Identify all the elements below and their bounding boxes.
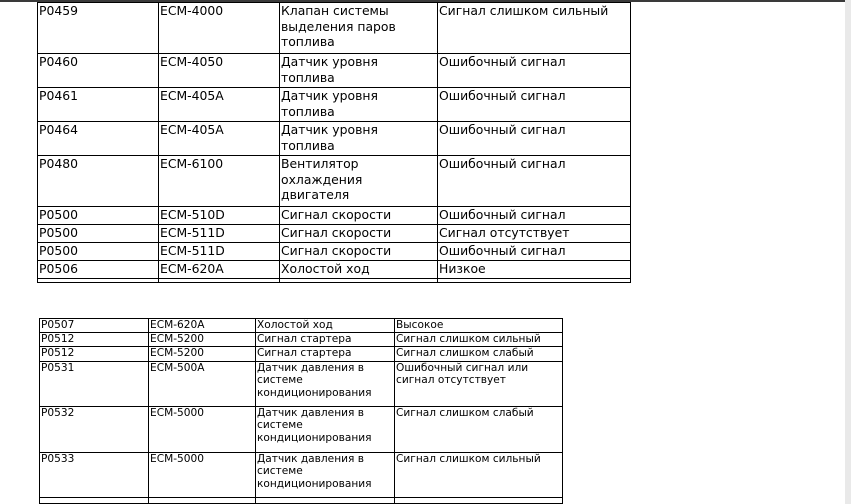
- table-row-cut: [40, 497, 563, 503]
- cell-ecm: ECM-511D: [159, 243, 280, 261]
- cell-ecm: ECM-405A: [159, 88, 280, 122]
- cell-empty: [159, 279, 280, 283]
- cell-ecm: ECM-4050: [159, 54, 280, 88]
- table-row: [40, 361, 563, 406]
- cell-code: P0512: [40, 346, 149, 361]
- cell-code: P0464: [38, 122, 159, 156]
- cell-fault: Ошибочный сигнал: [438, 243, 631, 261]
- cell-fault: Ошибочный сигнал: [438, 88, 631, 122]
- cell-component: Датчик давления в системе кондиционирования: [256, 406, 395, 452]
- cell-empty: [395, 497, 563, 503]
- cell-ecm: ECM-511D: [159, 225, 280, 243]
- cell-empty: [256, 497, 395, 503]
- table-row: [40, 319, 563, 333]
- cell-component: Вентилятор охлаждения двигателя: [280, 156, 438, 207]
- cell-fault: Ошибочный сигнал или сигнал отсутствует: [395, 361, 563, 406]
- cell-code: P0512: [40, 332, 149, 346]
- cell-fault: Сигнал слишком сильный: [395, 332, 563, 346]
- table-row: [38, 207, 631, 225]
- cell-component: Сигнал скорости: [280, 225, 438, 243]
- cell-component: Сигнал скорости: [280, 207, 438, 225]
- cell-code: P0460: [38, 54, 159, 88]
- cell-component: Датчик давления в системе кондиционирования: [256, 452, 395, 497]
- table-body: [40, 319, 563, 504]
- cell-fault: Высокое: [395, 319, 563, 333]
- table-row: [40, 452, 563, 497]
- cell-fault: Ошибочный сигнал: [438, 122, 631, 156]
- cell-ecm: ECM-500A: [149, 361, 256, 406]
- fault-code-table-bottom: [39, 318, 563, 504]
- table-row: [38, 243, 631, 261]
- cell-ecm: ECM-5000: [149, 452, 256, 497]
- cell-fault: Ошибочный сигнал: [438, 54, 631, 88]
- cell-fault: Сигнал слишком слабый: [395, 346, 563, 361]
- cell-code: P0506: [38, 261, 159, 279]
- cell-fault: Сигнал слишком сильный: [395, 452, 563, 497]
- cell-code: P0500: [38, 243, 159, 261]
- cell-code: P0461: [38, 88, 159, 122]
- cell-component: Холостой ход: [256, 319, 395, 333]
- cell-empty: [438, 279, 631, 283]
- table-row: [38, 54, 631, 88]
- cell-code: P0459: [38, 3, 159, 54]
- cell-component: Датчик давления в системе кондиционирования: [256, 361, 395, 406]
- table-row: [38, 156, 631, 207]
- table-row: [38, 261, 631, 279]
- cell-fault: Сигнал слишком сильный: [438, 3, 631, 54]
- cell-code: P0500: [38, 207, 159, 225]
- cell-code: P0532: [40, 406, 149, 452]
- cell-component: Сигнал стартера: [256, 332, 395, 346]
- cell-ecm: ECM-5200: [149, 346, 256, 361]
- cell-code: P0531: [40, 361, 149, 406]
- cell-fault: Ошибочный сигнал: [438, 207, 631, 225]
- table-row: [38, 3, 631, 54]
- table-row: [40, 406, 563, 452]
- cell-empty: [280, 279, 438, 283]
- cell-fault: Сигнал слишком слабый: [395, 406, 563, 452]
- cell-component: Сигнал стартера: [256, 346, 395, 361]
- cell-fault: Сигнал отсутствует: [438, 225, 631, 243]
- cell-fault: Ошибочный сигнал: [438, 156, 631, 207]
- cell-empty: [149, 497, 256, 503]
- cell-component: Датчик уровня топлива: [280, 122, 438, 156]
- fault-code-table-top: [37, 2, 631, 283]
- cell-ecm: ECM-5000: [149, 406, 256, 452]
- cell-ecm: ECM-6100: [159, 156, 280, 207]
- cell-code: P0533: [40, 452, 149, 497]
- table-row: [38, 88, 631, 122]
- table-row: [38, 122, 631, 156]
- table-row-cut: [38, 279, 631, 283]
- cell-code: P0480: [38, 156, 159, 207]
- cell-component: Сигнал скорости: [280, 243, 438, 261]
- cell-fault: Низкое: [438, 261, 631, 279]
- cell-component: Датчик уровня топлива: [280, 54, 438, 88]
- cell-code: P0507: [40, 319, 149, 333]
- cell-component: Клапан системы выделения паров топлива: [280, 3, 438, 54]
- cell-ecm: ECM-4000: [159, 3, 280, 54]
- cell-ecm: ECM-405A: [159, 122, 280, 156]
- cell-empty: [40, 497, 149, 503]
- cell-component: Холостой ход: [280, 261, 438, 279]
- cell-component: Датчик уровня топлива: [280, 88, 438, 122]
- cell-empty: [38, 279, 159, 283]
- table-row: [40, 346, 563, 361]
- cell-code: P0500: [38, 225, 159, 243]
- viewer-scrollbar-track[interactable]: [845, 0, 851, 504]
- table-row: [38, 225, 631, 243]
- cell-ecm: ECM-510D: [159, 207, 280, 225]
- cell-ecm: ECM-620A: [159, 261, 280, 279]
- cell-ecm: ECM-620A: [149, 319, 256, 333]
- table-row: [40, 332, 563, 346]
- table-body: [38, 3, 631, 283]
- cell-ecm: ECM-5200: [149, 332, 256, 346]
